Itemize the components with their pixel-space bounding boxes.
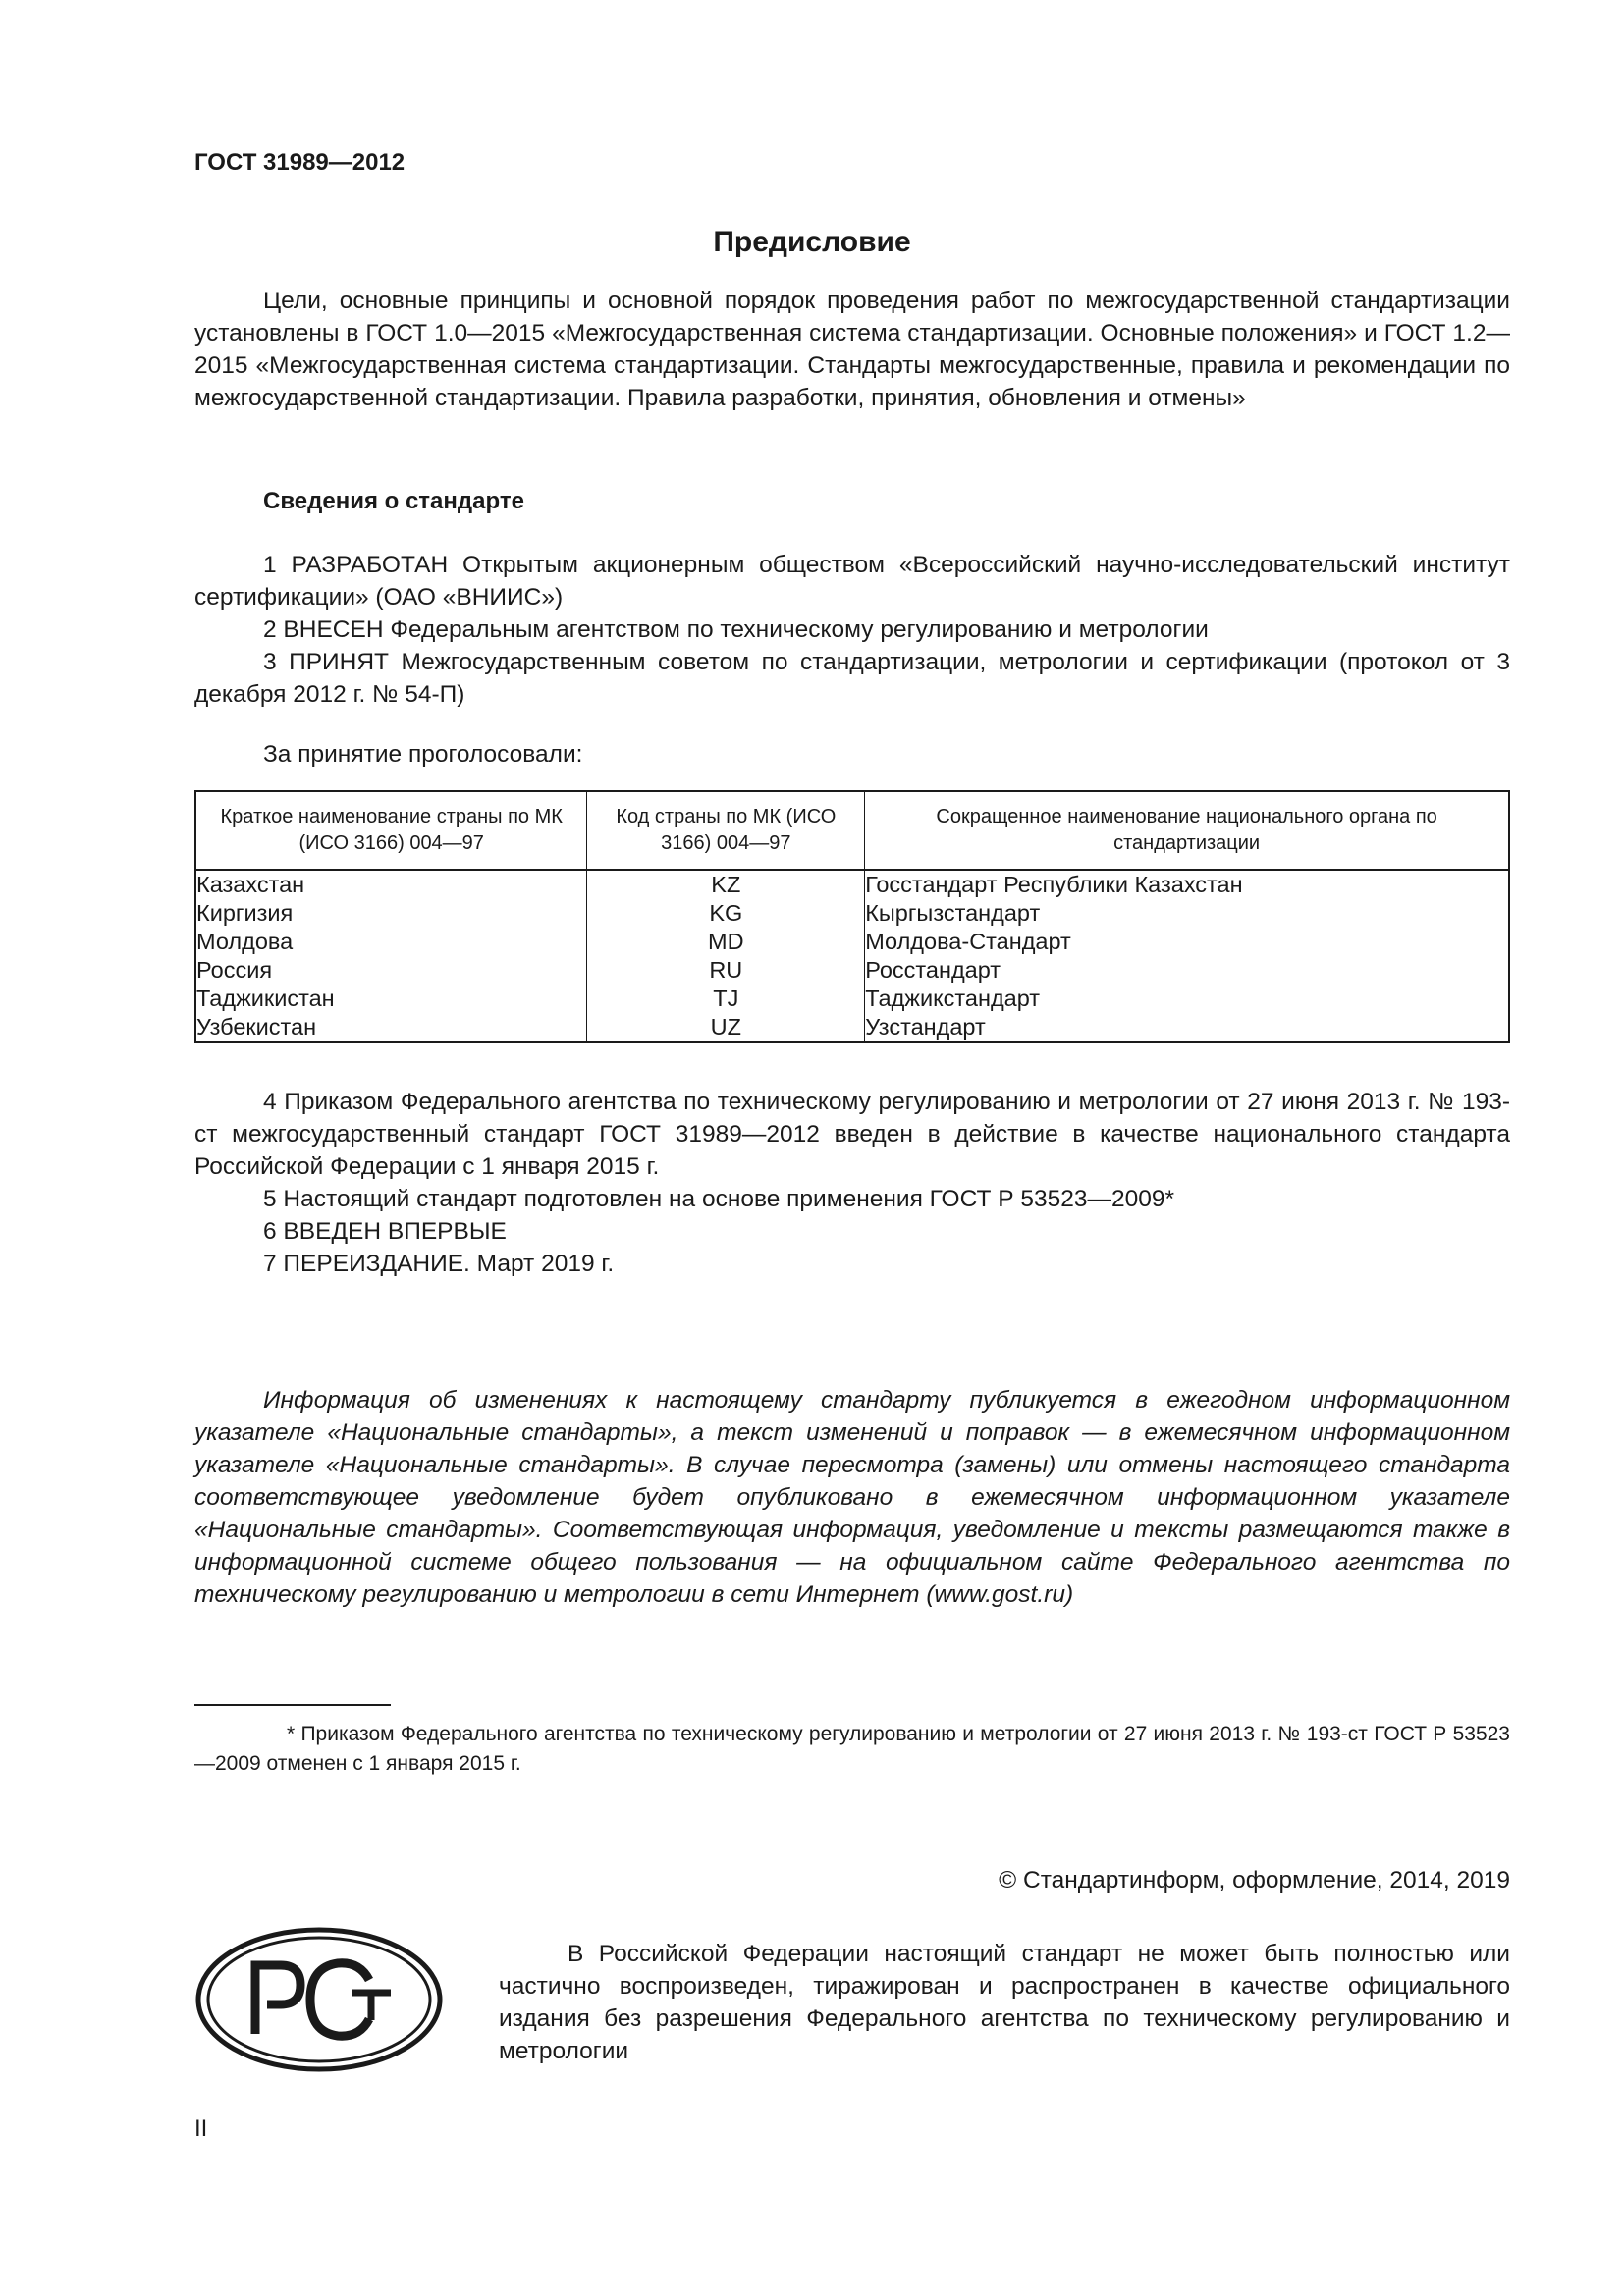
voting-table <box>194 790 1510 1043</box>
header-country-name: Краткое наименование страны по МК (ИСО 3166) 004—97 <box>195 791 587 870</box>
standards-body: Таджикстандарт <box>865 986 1041 1011</box>
changes-info-note: Информация об изменениях к настоящему стандарту публикуется в ежегодном информационном указателе «Национальные стандарты», а текст изменений и поправок — в ежемесячном информационном указателе «Национальные стандарты». В случае пересмотра (замены) или отмены настоящего стандарта соответствующее уведомление будет опубликовано в ежемесячном информационном указателе «Национальные стандарты». Соответствующая информация, уведомление и тексты размещаются также в информационной системе общего пользования — на официальном сайте Федерального агентства по техническому регулированию и метрологии в сети Интернет (www.gost.ru) <box>194 1387 1510 1608</box>
rights-notice: В Российской Федерации настоящий стандарт не может быть полностью или частично воспроизведен, тиражирован и распространен в качестве официального издания без разрешения Федерального агентства по техническому регулированию и метрологии <box>499 1941 1510 2064</box>
standards-body: Госстандарт Республики Казахстан <box>865 872 1243 897</box>
country-code-list <box>587 870 865 1042</box>
standard-info-list <box>194 549 1510 711</box>
info-item-5: 5 Настоящий стандарт подготовлен на основе применения ГОСТ Р 53523—2009* <box>263 1186 1175 1212</box>
info-item-6: 6 ВВЕДЕН ВПЕРВЫЕ <box>263 1218 507 1245</box>
country-name: Россия <box>196 957 273 983</box>
rst-logo-icon <box>194 1926 444 2073</box>
standards-body-list <box>865 870 1509 1042</box>
country-list <box>195 870 587 1042</box>
page-number: II <box>194 2115 208 2142</box>
country-name: Таджикистан <box>196 986 335 1011</box>
info-item-4: 4 Приказом Федерального агентства по техническому регулированию и метрологии от 27 июня 2013 г. № 193-ст межгосударственный стандарт ГОСТ 31989—2012 введен в действие в качестве национального стандарта Российской Федерации с 1 января 2015 г. <box>194 1089 1510 1180</box>
standards-body: Кыргызстандарт <box>865 900 1041 926</box>
header-country-code: Код страны по МК (ИСО 3166) 004—97 <box>587 791 865 870</box>
country-code: UZ <box>710 1014 741 1040</box>
info-item-3: 3 ПРИНЯТ Межгосударственным советом по стандартизации, метрологии и сертификации (протокол от 3 декабря 2012 г. № 54-П) <box>194 649 1510 708</box>
country-name: Казахстан <box>196 872 305 897</box>
voted-label: За принятие проголосовали: <box>263 741 583 768</box>
country-code: KG <box>709 900 743 926</box>
standards-body: Росстандарт <box>865 957 1001 983</box>
info-item-7: 7 ПЕРЕИЗДАНИЕ. Март 2019 г. <box>263 1251 615 1277</box>
country-code: MD <box>708 929 744 954</box>
country-name: Молдова <box>196 929 294 954</box>
table-header-row <box>195 791 1509 870</box>
country-name: Киргизия <box>196 900 294 926</box>
document-code-header: ГОСТ 31989—2012 <box>194 149 406 176</box>
standard-info-list-continued <box>194 1086 1510 1280</box>
standards-body: Молдова-Стандарт <box>865 929 1071 954</box>
header-standards-body: Сокращенное наименование национального органа по стандартизации <box>865 791 1509 870</box>
info-item-2: 2 ВНЕСЕН Федеральным агентством по техническому регулированию и метрологии <box>263 616 1209 643</box>
standards-body: Узстандарт <box>865 1014 986 1040</box>
country-code: KZ <box>711 872 741 897</box>
footnote-divider <box>194 1704 391 1706</box>
page-title: Предисловие <box>713 226 911 258</box>
info-item-1: 1 РАЗРАБОТАН Открытым акционерным обществом «Всероссийский научно-исследовательский институт сертификации» (ОАО «ВНИИС») <box>194 552 1510 611</box>
country-code: RU <box>709 957 743 983</box>
footnote: * Приказом Федерального агентства по техническому регулированию и метрологии от 27 июня 2013 г. № 193-ст ГОСТ Р 53523—2009 отменен с 1 января 2015 г. <box>194 1723 1510 1775</box>
country-code: TJ <box>713 986 739 1011</box>
country-name: Узбекистан <box>196 1014 317 1040</box>
section-subheading: Сведения о стандарте <box>263 488 524 514</box>
table-row <box>195 870 1509 1042</box>
copyright-line: © Стандартинформ, оформление, 2014, 2019 <box>999 1867 1510 1894</box>
intro-paragraph: Цели, основные принципы и основной порядок проведения работ по межгосударственной стандартизации установлены в ГОСТ 1.0—2015 «Межгосударственная система стандартизации. Основные положения» и ГОСТ 1.2—2015 «Межгосударственная система стандартизации. Стандарты межгосударственные, правила и рекомендации по межгосударственной стандартизации. Правила разработки, принятия, обновления и отмены» <box>194 288 1510 411</box>
